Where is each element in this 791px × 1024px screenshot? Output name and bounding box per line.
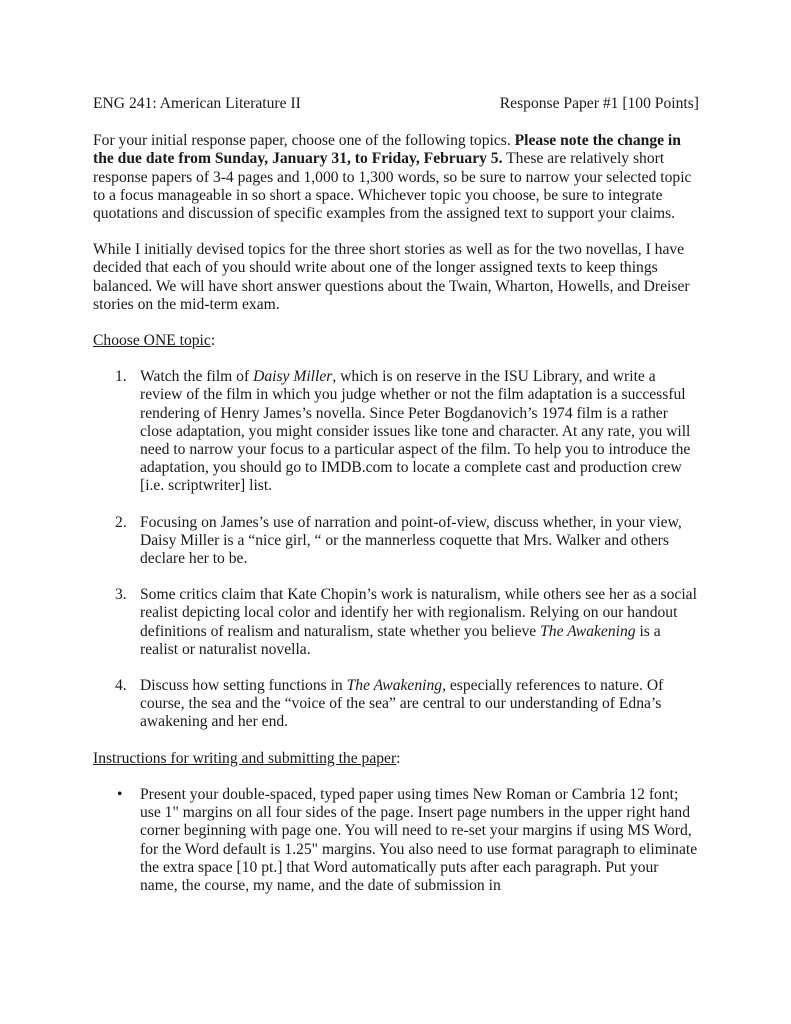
topic-item-4 <box>93 677 699 732</box>
topic-number: 1. <box>115 368 127 386</box>
topic-item-2 <box>93 514 699 569</box>
course-title: ENG 241: American Literature II <box>93 95 301 112</box>
topics-heading <box>93 332 699 350</box>
context-paragraph: While I initially devised topics for the three short stories as well as for the two novellas, I have decided that each of you should write about one of the longer assigned texts to keep things balanced. We will have short answer questions about the Twain, Wharton, Howells, and Dreiser stories on the mid-term exam. <box>93 241 690 313</box>
topic-number: 2. <box>115 513 127 531</box>
topic-title-italic: The Awakening <box>346 677 443 695</box>
document-header <box>93 95 699 113</box>
intro-paragraph <box>93 132 699 223</box>
assignment-title: Response Paper #1 [100 Points] <box>499 95 699 112</box>
topics-list <box>93 368 699 731</box>
topic-text-rest: , especially references to nature. Of course, the sea and the “voice of the sea” are central to our understanding of Edna’s awakening and her end. <box>140 677 664 731</box>
topics-heading-colon: : <box>210 332 216 350</box>
topic-number: 3. <box>115 586 127 604</box>
due-date-notice: Please note the change in the due date from Sunday, January 31, to Friday, February 5. <box>93 132 681 168</box>
topic-number: 4. <box>115 677 127 695</box>
topic-item-3 <box>93 586 699 659</box>
topic-title-italic: Daisy Miller <box>253 368 333 386</box>
intro-rest: These are relatively short response papers of 3-4 pages and 1,000 to 1,300 words, so be sure to narrow your selected topic to a focus manageable in so short a space. Whichever topic you choose, be sure to integrate quotations and discussion of specific examples from the assigned text to support your claims. <box>93 150 692 223</box>
instructions-heading-label: Instructions for writing and submitting the paper <box>93 749 397 767</box>
topic-text: Focusing on James’s use of narration and point-of-view, discuss whether, in your view, Daisy Miller is a “nice girl, “ or the mannerless coquette that Mrs. Walker and others declare her to be. <box>140 513 682 568</box>
topic-item-1 <box>93 368 699 495</box>
instructions-heading <box>93 750 699 768</box>
topic-title-italic: The Awakening <box>540 622 636 640</box>
instructions-list <box>93 786 699 895</box>
topic-text: Discuss how setting functions in <box>140 677 347 695</box>
topics-heading-label: Choose ONE topic <box>93 332 211 350</box>
document-page <box>93 95 699 913</box>
instruction-text: Present your double-spaced, typed paper using times New Roman or Cambria 12 font; use 1" margins on all four sides of the page. Insert page numbers in the upper right hand corner beginning with page one. You will need to re-set your margins if using MS Word, for the Word default is 1.25" margins. You also need to use format paragraph to eliminate the extra space [10 pt.] that Word automatically puts after each paragraph. Put your name, the course, my name, and the date of submission in <box>140 785 698 894</box>
topic-text: Some critics claim that Kate Chopin’s work is naturalism, while others see her as a social realist depicting local color and identify her with regionalism. Relying on our handout definitions of realism and naturalism, state whether you believe <box>140 586 697 640</box>
topic-text-rest: , which is on reserve in the ISU Library, and write a review of the film in which you judge whether or not the film adaptation is a successful rendering of Henry James’s novella. Since Peter Bogdanovich’s 1974 film is a rather close adaptation, you might consider issues like tone and character. At any rate, you will need to narrow your focus to a particular aspect of the film. To help you to introduce the adaptation, you should go to IMDB.com to locate a complete cast and production crew [i.e. scriptwriter] list. <box>140 368 691 495</box>
topic-text-rest: is a realist or naturalist novella. <box>140 622 661 658</box>
topic-text: Watch the film of <box>140 368 254 386</box>
intro-lead: For your initial response paper, choose one of the following topics. <box>93 132 515 150</box>
instruction-item-1 <box>93 786 699 895</box>
bullet-marker: • <box>117 785 123 803</box>
instructions-heading-colon: : <box>396 749 401 767</box>
